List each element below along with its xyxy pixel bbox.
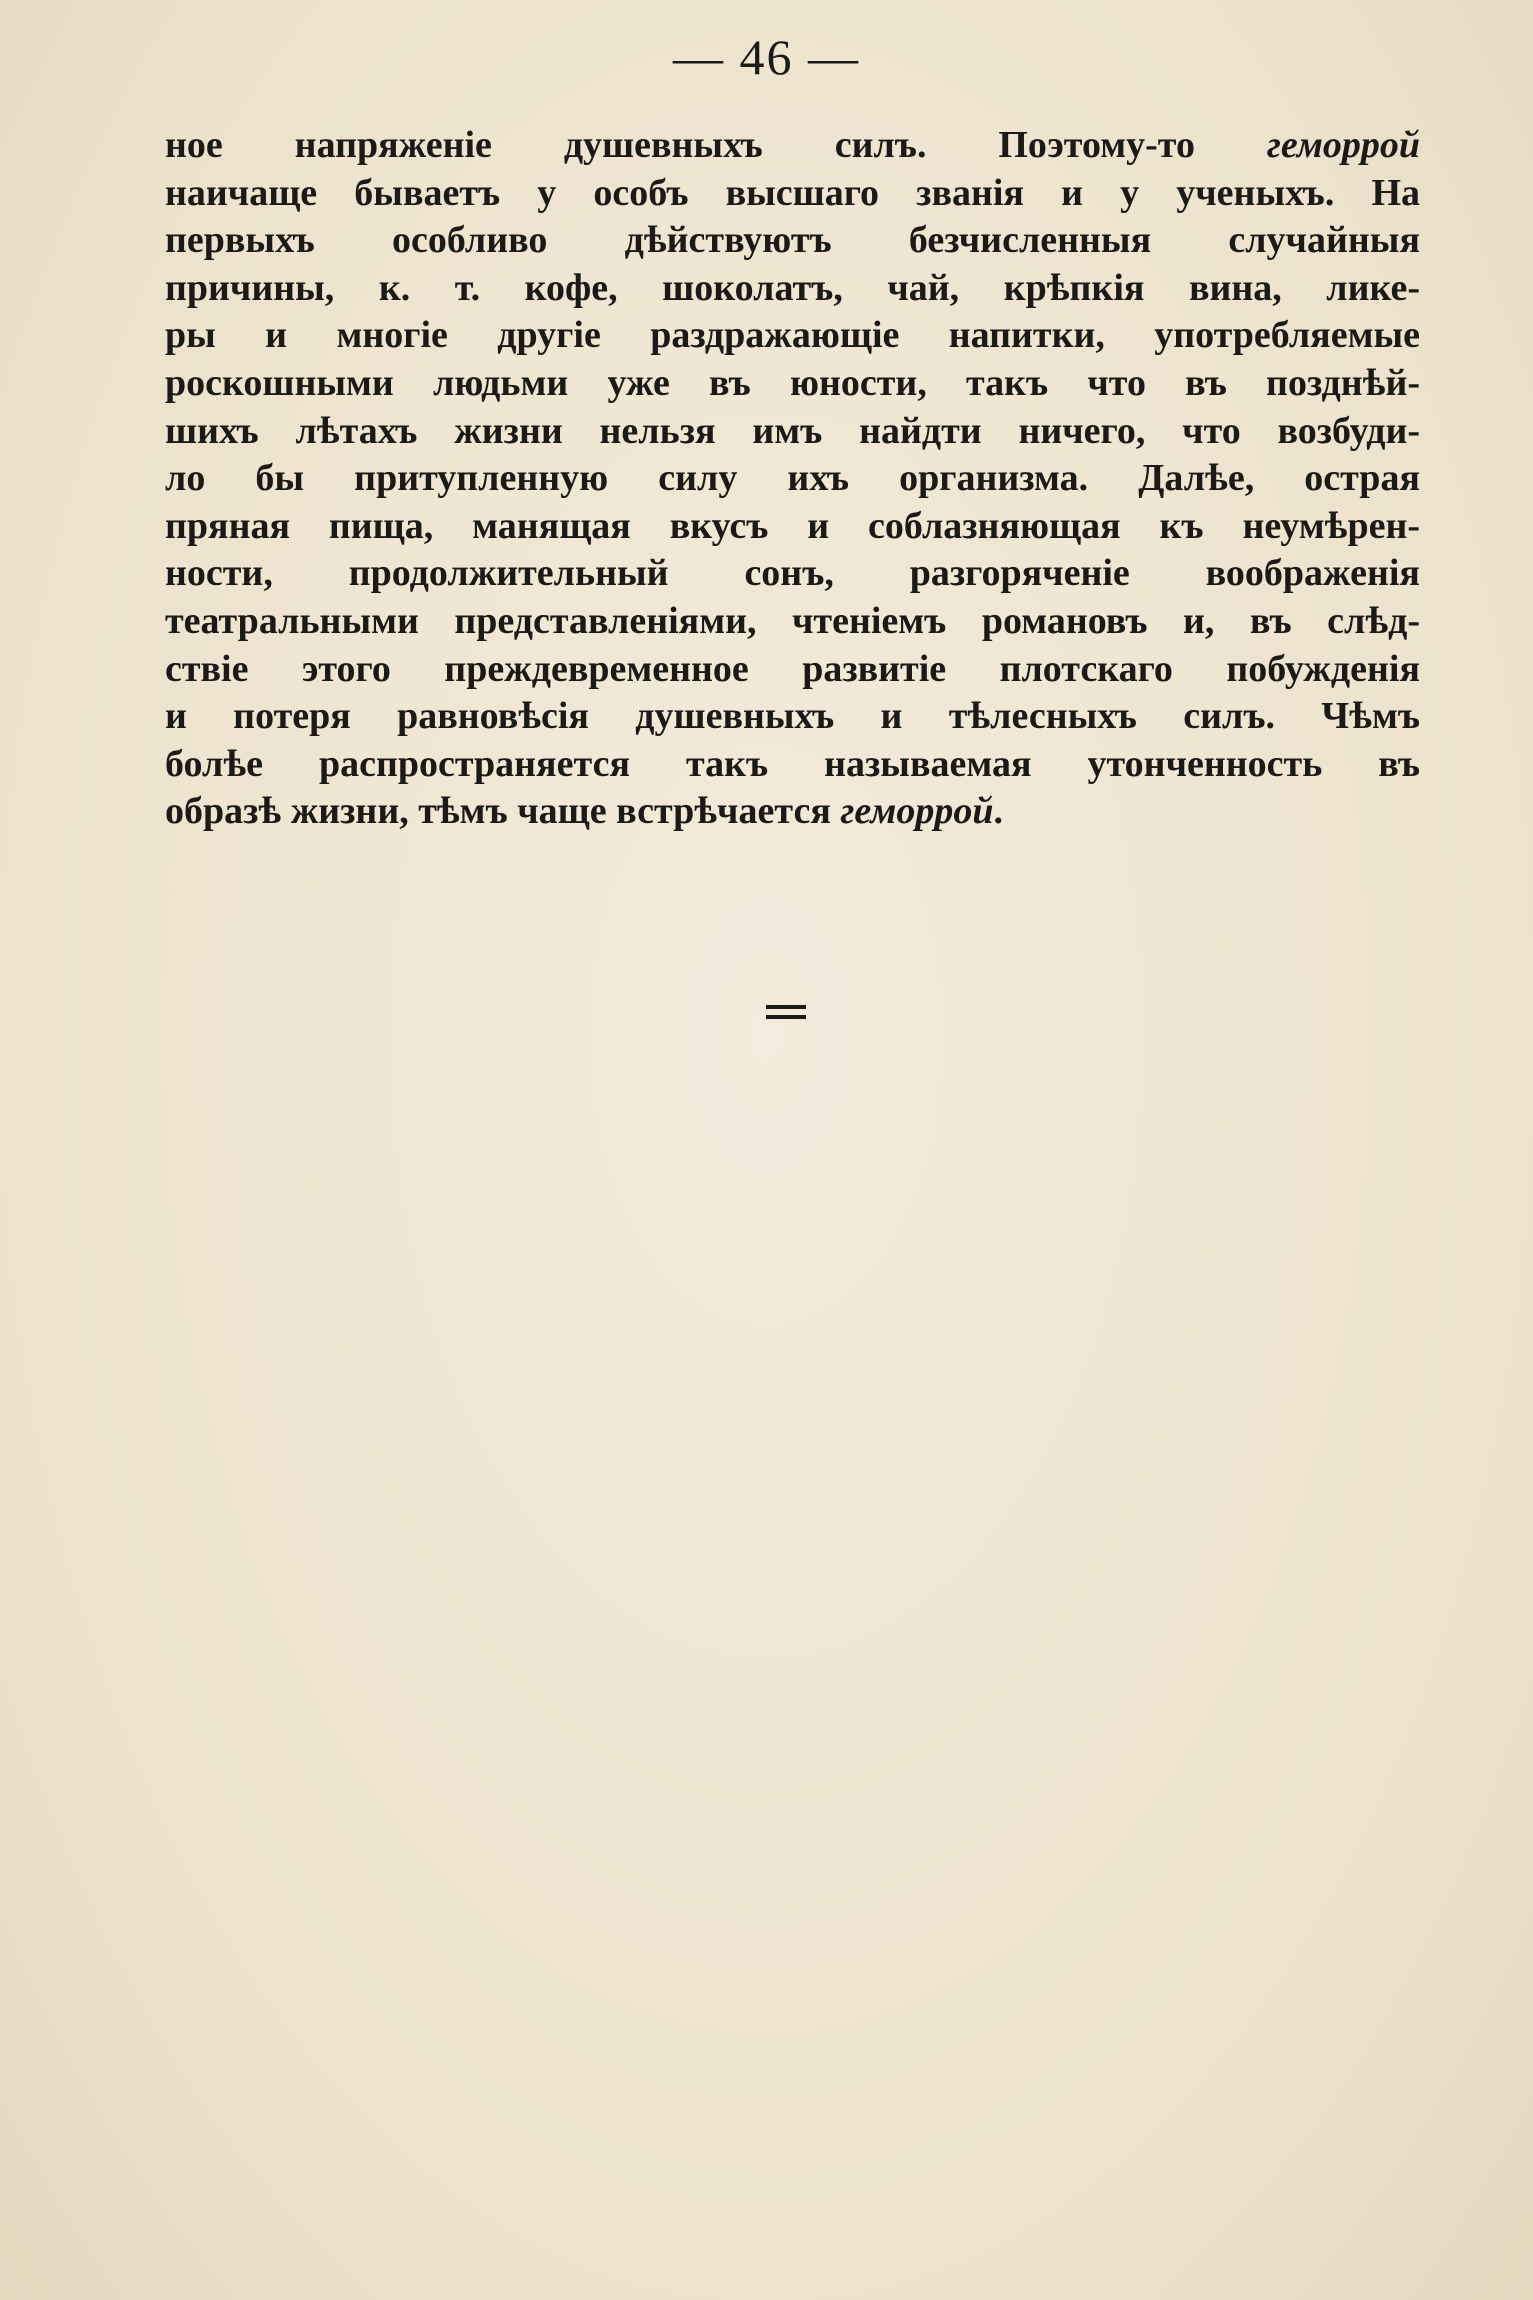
text-run: причины, к. т. кофе, шоколатъ, чай, крѣпкія вина, лике- [165, 266, 1420, 309]
text-run: . [993, 790, 1003, 833]
text-run: театральными представленіями, чтеніемъ романовъ и, въ слѣд- [165, 599, 1420, 642]
italic-term: геморрой [1266, 124, 1420, 166]
section-divider [766, 1005, 806, 1019]
text-line [165, 265, 1420, 313]
text-line [165, 312, 1420, 360]
page-number: — 46 — [673, 29, 860, 85]
text-line [165, 693, 1420, 741]
text-line [165, 741, 1420, 789]
text-line [165, 408, 1420, 456]
text-run: роскошными людьми уже въ юности, такъ что въ позднѣй- [165, 361, 1420, 404]
text-run: и потеря равновѣсія душевныхъ и тѣлесныхъ силъ. Чѣмъ [165, 695, 1420, 738]
text-run: ствіе этого преждевременное развитіе плотскаго побужденія [165, 647, 1420, 690]
text-run: пряная пища, манящая вкусъ и соблазняющая къ неумѣрен- [165, 504, 1420, 547]
text-run: ности, продолжительный сонъ, разгоряченіе воображенія [165, 552, 1420, 595]
text-line [165, 170, 1420, 218]
text-line [165, 598, 1420, 646]
text-line [165, 788, 1420, 836]
text-run: ло бы притупленную силу ихъ организма. Далѣе, острая [165, 457, 1420, 500]
text-line [165, 646, 1420, 694]
text-line [165, 550, 1420, 598]
text-line [165, 122, 1420, 170]
text-run: болѣе распространяется такъ называемая утонченность въ [165, 742, 1420, 785]
text-run: шихъ лѣтахъ жизни нельзя имъ найдти ничего, что возбуди- [165, 409, 1420, 452]
text-run: ры и многіе другіе раздражающіе напитки, употребляемые [165, 314, 1420, 357]
body-text [165, 122, 1420, 836]
italic-term: геморрой [840, 790, 994, 833]
text-run: первыхъ особливо дѣйствуютъ безчисленныя случайныя [165, 219, 1420, 262]
text-line [165, 455, 1420, 503]
text-line [165, 503, 1420, 551]
text-line [165, 360, 1420, 408]
text-line [165, 217, 1420, 265]
text-run: ное напряженіе душевныхъ силъ. Поэтому-то [165, 124, 1267, 166]
text-run: образѣ жизни, тѣмъ чаще встрѣчается [165, 790, 841, 833]
text-run: наичаще бываетъ у особъ высшаго званія и у ученыхъ. На [165, 171, 1420, 214]
